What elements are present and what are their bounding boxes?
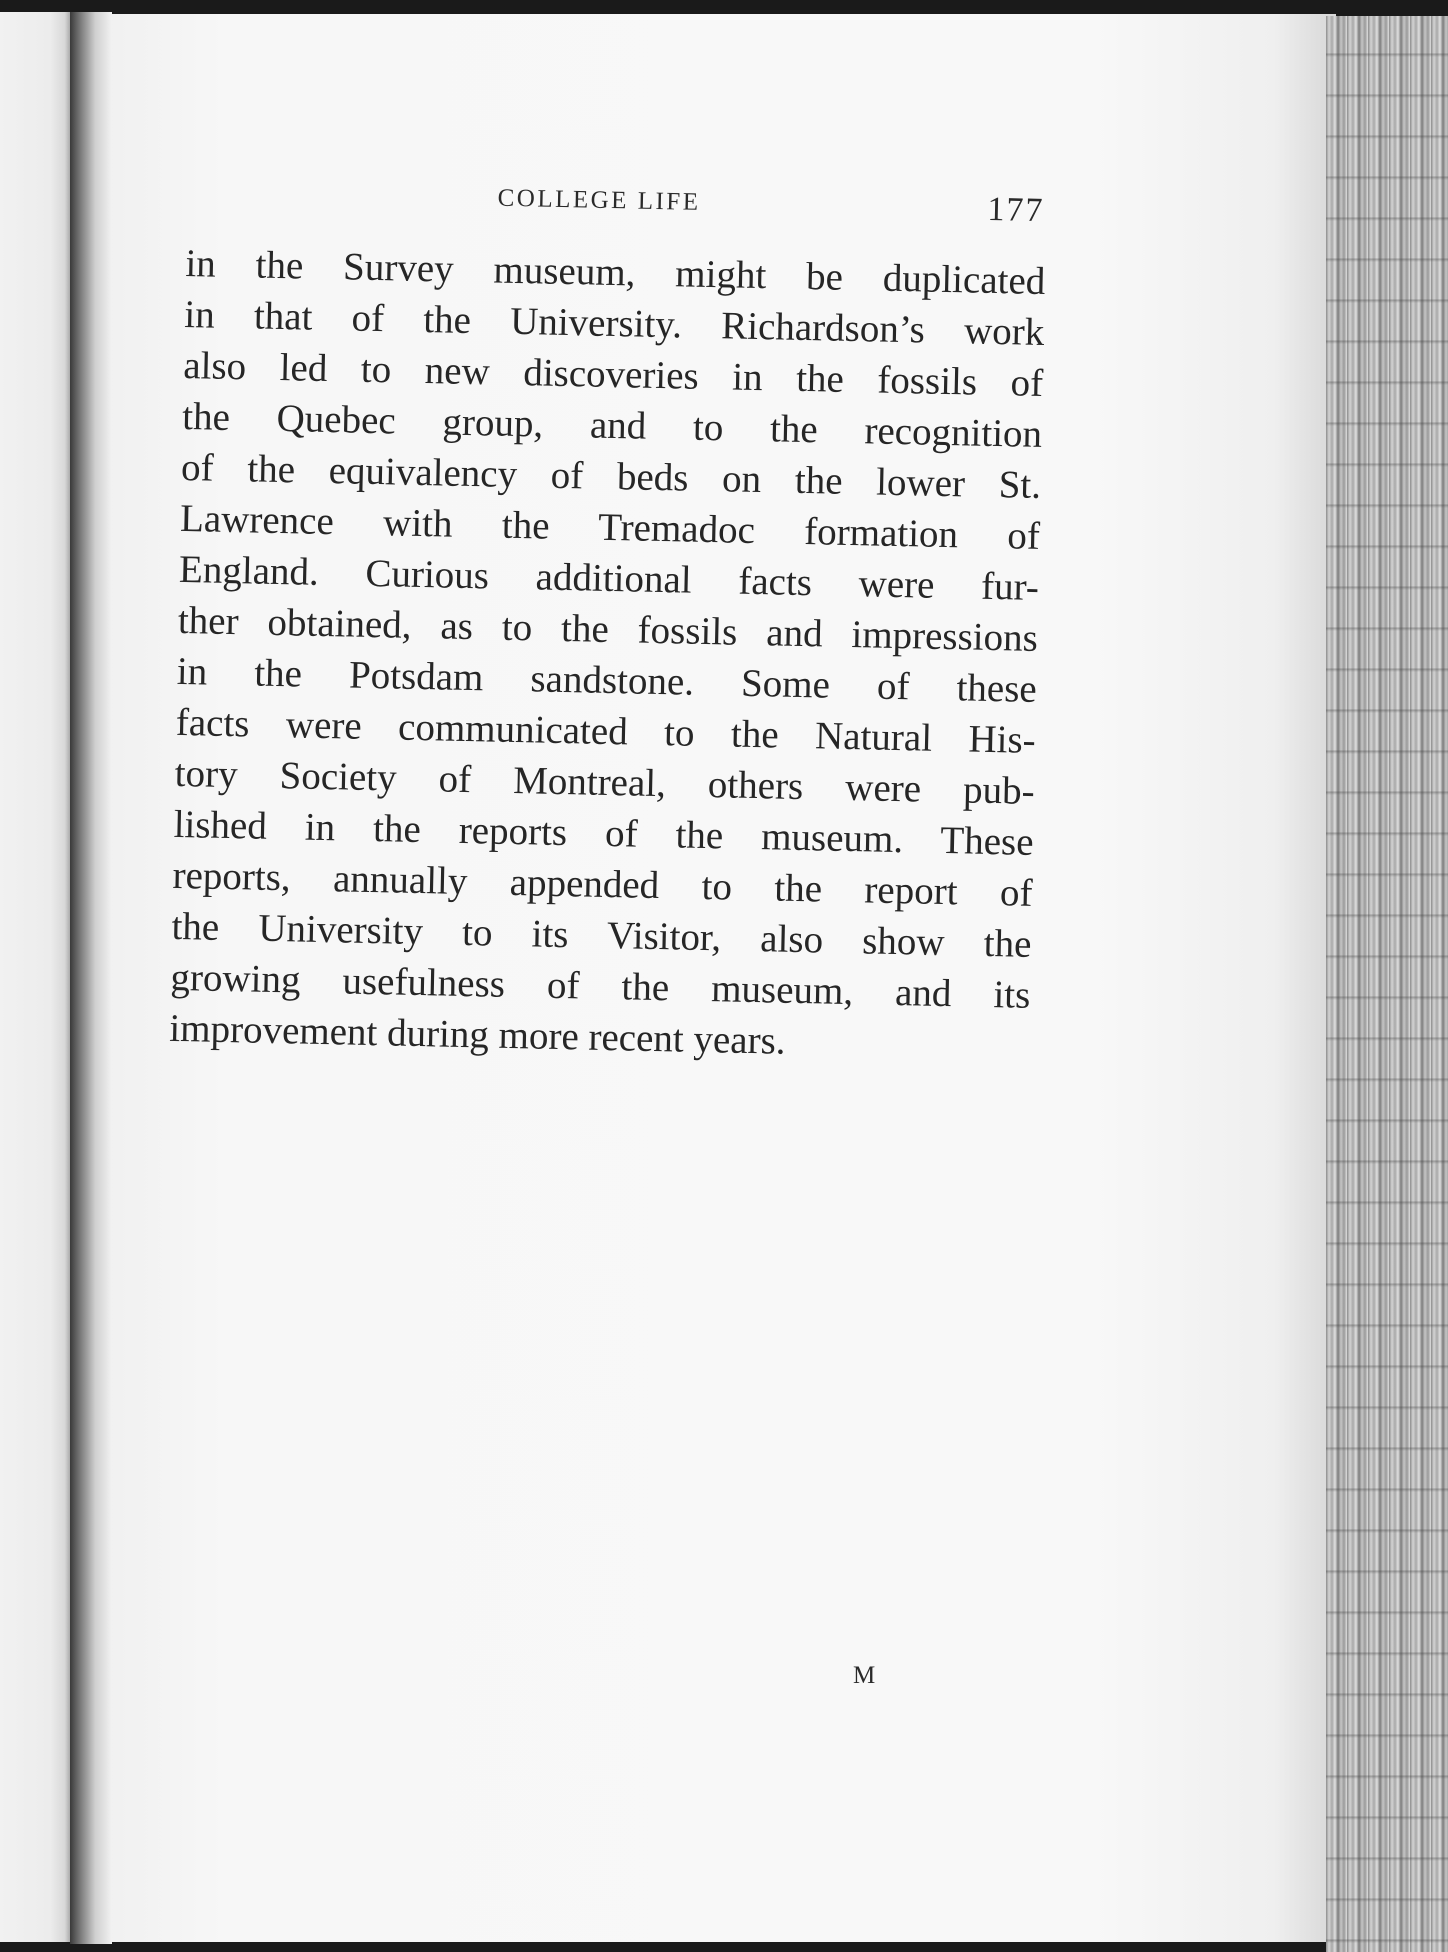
text-line: England. Curious additional facts were fur-: [178, 547, 1040, 609]
text-line: improvement during more recent years.: [168, 1006, 786, 1063]
text-line: the University to its Visitor, also show the: [171, 904, 1032, 966]
text-line: also led to new discoveries in the fossils of: [182, 343, 1044, 405]
text-line: Lawrence with the Tremadoc formation of: [179, 496, 1041, 558]
text-line: of the equivalency of beds on the lower St.: [180, 445, 1042, 507]
text-line: facts were communicated to the Natural His-: [175, 700, 1037, 762]
text-line: lished in the reports of the museum. These: [173, 802, 1034, 864]
text-line: ther obtained, as to the fossils and impressions: [177, 598, 1039, 660]
text-line: in the Survey museum, might be duplicated: [185, 241, 1046, 304]
text-line: reports, annually appended to the report of: [172, 853, 1033, 915]
text-line: growing usefulness of the museum, and its: [170, 955, 1031, 1017]
previous-page-edge: [0, 12, 72, 1942]
text-line: the Quebec group, and to the recognition: [181, 394, 1043, 456]
book-gutter: [70, 12, 112, 1944]
page-block-edges: [1326, 16, 1448, 1952]
text-line: in the Potsdam sandstone. Some of these: [176, 649, 1038, 711]
body-text: [169, 238, 1046, 1072]
text-line: tory Society of Montreal, others were pub-: [174, 751, 1036, 813]
page-number: 177: [987, 190, 1045, 230]
signature-mark: M: [853, 1662, 877, 1689]
running-head-title: COLLEGE LIFE: [497, 184, 701, 216]
text-line: in that of the University. Richardson’s work: [183, 292, 1045, 354]
